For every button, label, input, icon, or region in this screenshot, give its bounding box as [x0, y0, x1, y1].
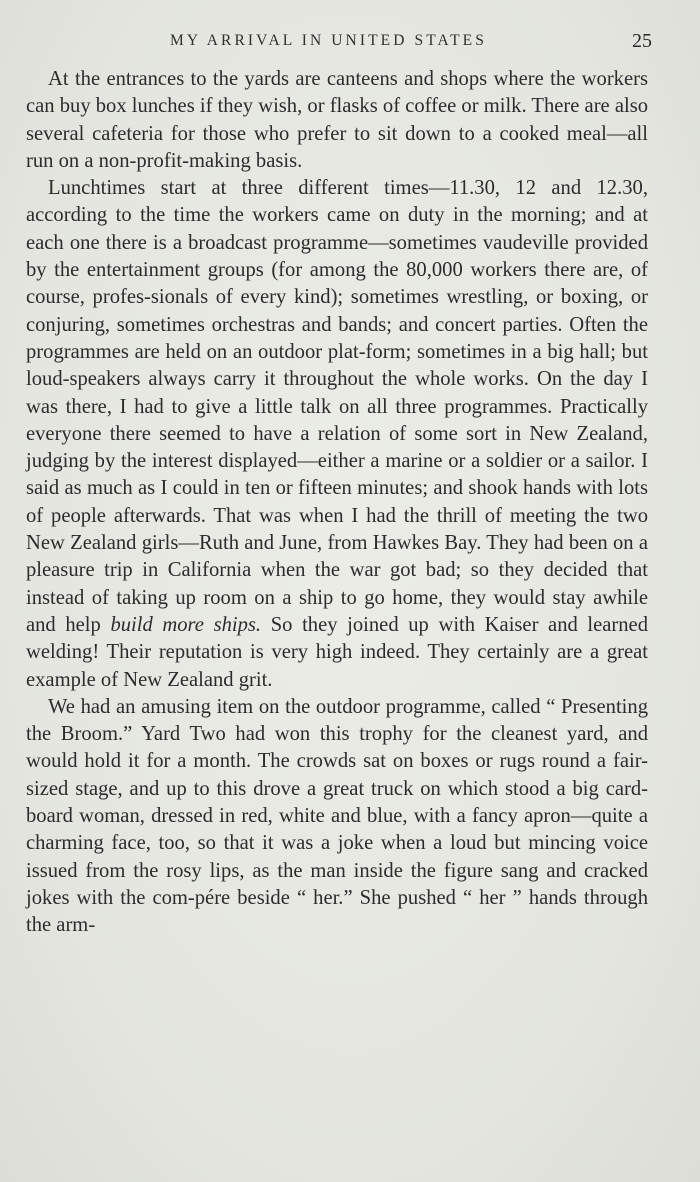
- paragraph-lunchtimes: [26, 175, 648, 694]
- italic-phrase: build more ships.: [110, 613, 262, 636]
- paragraph-canteens: [26, 66, 648, 175]
- paragraph-text-continued: So they joined up with Kaiser and learned welding! Their reputation is very high indeed. They certainly are a great example of New Zealand grit.: [26, 613, 648, 691]
- page-number: 25: [632, 30, 652, 52]
- body-text: [26, 66, 648, 940]
- paragraph-broom: [26, 694, 648, 940]
- paragraph-text: We had an amusing item on the outdoor programme, called “ Presenting the Broom.” Yard Two had won this trophy for the cleanest yard, and would hold it for a month. The crowds sat on boxes or rugs round a fair-sized stage, and up to this drove a great truck on which stood a big card-board woman, dressed in red, white and blue, with a fancy apron—quite a charming face, too, so that it was a joke when a loud but mincing voice issued from the rosy lips, as the man inside the figure sang and cracked jokes with the com-pére beside “ her.” She pushed “ her ” hands through the arm-: [26, 695, 648, 937]
- chapter-title: MY ARRIVAL IN UNITED STATES: [170, 32, 487, 49]
- running-head: [26, 30, 654, 54]
- paragraph-text: Lunchtimes start at three different times—11.30, 12 and 12.30, according to the time the workers came on duty in the morning; and at each one there is a broadcast programme—sometimes vaudeville provided by the entertainment groups (for among the 80,000 workers there are, of course, profes-sionals of every kind); sometimes wrestling, or boxing, or conjuring, sometimes orchestras and bands; and concert parties. Often the programmes are held on an outdoor plat-form; sometimes in a big hall; but loud-speakers always carry it throughout the whole works. On the day I was there, I had to give a little talk on all three programmes. Practically everyone there seemed to have a relation of some sort in New Zealand, judging by the interest displayed—either a marine or a soldier or a sailor. I said as much as I could in ten or fifteen minutes; and shook hands with lots of people afterwards. That was when I had the thrill of meeting the two New Zealand girls—Ruth and June, from Hawkes Bay. They had been on a pleasure trip in California when the war got bad; so they decided that instead of taking up room on a ship to go home, they would stay awhile and help: [26, 177, 648, 636]
- paragraph-text: At the entrances to the yards are canteens and shops where the workers can buy box lunches if they wish, or flasks of coffee or milk. There are also several cafeteria for those who prefer to sit down to a cooked meal—all run on a non-profit-making basis.: [26, 68, 649, 172]
